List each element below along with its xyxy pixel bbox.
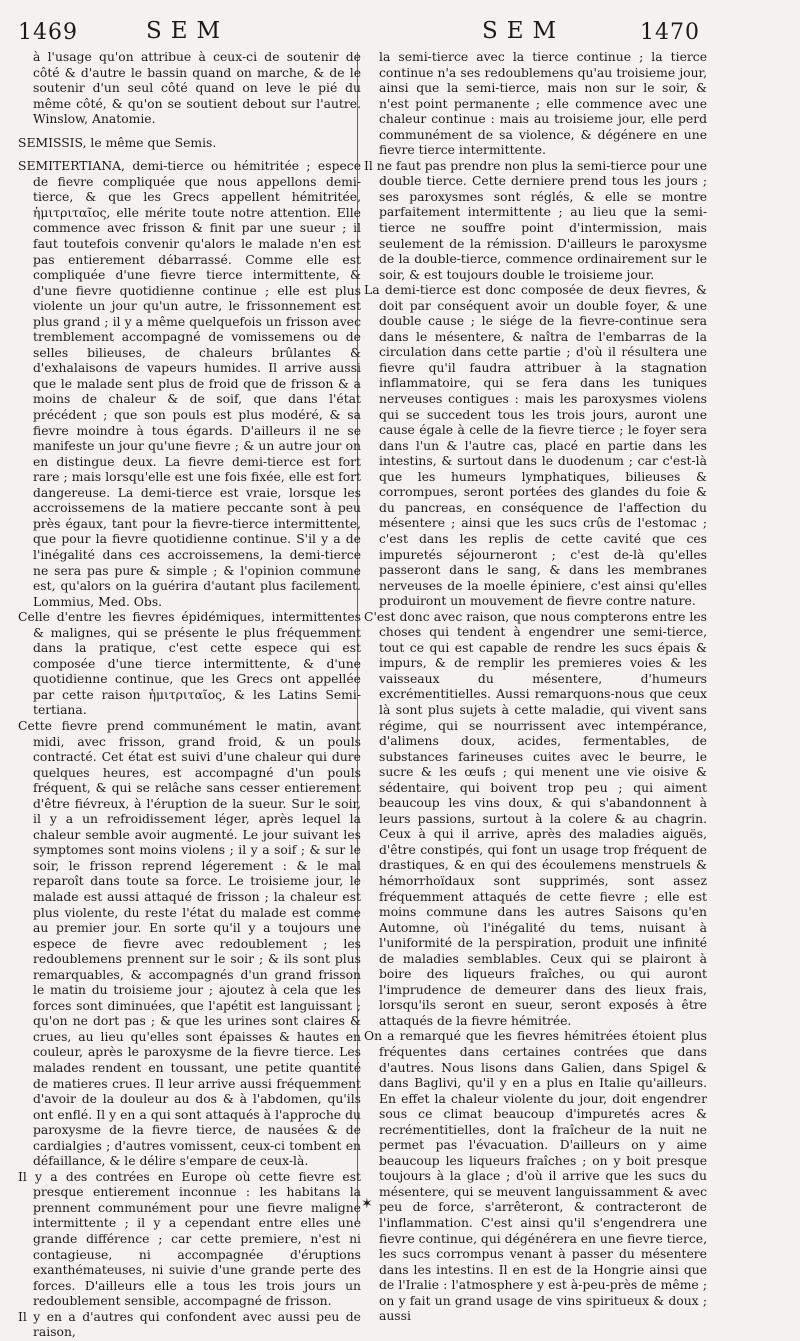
paragraph: SEMITERTIANA, demi-tierce ou hémitritée ; espece de fievre compliquée que nous appellons demi-tierce, & que les Grecs appellent hémitritée, ἡμιτριταῖος, elle mérite toute notre attention. Elle commence avec frisson & finit par une sueur ; il faut toutefois convenir qu'alors le malade n'en est pas entierement débarrassé. Comme elle est compliquée d'une fievre tierce intermittente, & d'une fievre quotidienne continue ; elle est plus violente un jour qu'un autre, le frissonnement est plus grand ; il y a même quelquefois un frisson avec tremblement accompagné de vomissemens ou de selles bilieuses, de chaleurs brûlantes & d'exhalaisons de vapeurs humides. Il arrive aussi que le malade sent plus de froid que de frisson & a moins de chaleur & de soif, que dans l'état précédent ; que son pouls est plus modéré, & sa fievre moindre à tous égards. D'ailleurs il ne se manifeste un jour qu'une fievre ; & un autre jour on en distingue deux. La fievre demi-tierce est fort rare ; mais lorsqu'elle est une fois fixée, elle est fort dangereuse. La demi-tierce est vraie, lorsque les accroissemens de la matiere peccante sont à peu près égaux, tant pour la fievre-tierce intermittente, que pour la fievre quotidienne continue. S'il y a de l'inégalité dans ces accroissemens, la demi-tierce ne sera pas pure & simple ; & l'opinion commune est, qu'alors on la guérira d'autant plus facilement. Lommius, Med. Obs. — [18, 159, 361, 609]
paragraph: à l'usage qu'on attribue à ceux-ci de soutenir de côté & d'autre le bassin quand on marche, & de le soutenir d'un seul côté quand on leve le pié du même côté, & qu'on se soutient debout sur l'autre. Winslow, Anatomie. — [33, 50, 361, 127]
paragraph: Il ne faut pas prendre non plus la semi-tierce pour une double tierce. Cette derniere prend tous les jours ; ses paroxysmes sont réglés, & elle se montre parfaitement intermittente ; au lieu que la semi-tierce ne souffre point d'intermission, mais seulement de la rémission. D'ailleurs le paroxysme de la double-tierce, commence ordinairement sur le soir, & est toujours double le troisieme jour. — [364, 158, 707, 282]
paragraph: Celle d'entre les fievres épidémiques, intermittentes & malignes, qui se présente le plus fréquemment dans la pratique, c'est cette espece qui est composée d'une tierce intermittente, & d'une quotidienne continue, que les Grecs ont appellée par cette raison ἡμιτριταῖος, & les Latins Semi-tertiana. — [18, 610, 361, 718]
paragraph: Cette fievre prend communément le matin, avant midi, avec frisson, grand froid, & un pouls contracté. Cet état est suivi d'une chaleur qui dure quelques heures, est accompagné d'un pouls fréquent, & qui se relâche sans cesser entierement d'être fiévreux, à l'éruption de la sueur. Sur le soir, il y a un refroidissement léger, après lequel la chaleur semble avoir augmenté. Le jour suivant les symptomes sont moins violens ; il y a soif ; & sur le soir, le frisson reprend légerement : & le mal reparoît dans toute sa force. Le troisieme jour, le malade est aussi attaqué de frisson ; la chaleur est plus violente, du reste l'état du malade est comme au premier jour. En sorte qu'il y a toujours une espece de fievre avec redoublement ; les redoublemens prennent sur le soir ; & ils sont plus remarquables, & accompagnés d'un grand frisson le matin du troisieme jour ; ajoutez à cela que les forces sont diminuées, que l'apétit est languissant ; qu'on ne dort pas ; & que les urines sont claires & crues, au lieu qu'elles sont épaisses & hautes en couleur, après le paroxysme de la fievre tierce. Les malades rendent en toussant, une petite quantité de matieres crues. Il leur arrive aussi fréquemment d'avoir de la douleur au dos & à l'abdomen, qu'ils ont enflé. Il y en a qui sont attaqués à l'approche du paroxysme de la fievre tierce, de nausées & de cardialgies ; d'autres vomissent, ceux-ci tombent en défaillance, & le délire s'empare de ceux-là. — [18, 718, 361, 1169]
page-number-right: 1470 — [640, 20, 700, 45]
paragraph: la semi-tierce avec la tierce continue ; la tierce continue n'a ses redoublemens qu'au troisieme jour, ainsi que la semi-tierce, mais non sur le soir, & n'est point permanente ; elle commence avec une chaleur continue : mais au troisieme jour, elle perd communément de sa violence, & dégénere en une fievre tierce intermittente. — [379, 50, 707, 158]
paragraph: Il y a des contrées en Europe où cette fievre est presque entierement inconnue : les habitans la prennent communément pour une fievre maligne intermittente ; il y a cependant entre elles une grande différence ; car cette premiere, n'est ni contagieuse, ni accompagnée d'éruptions exanthémateuses, ni suivie d'une grande perte des forces. D'ailleurs elle a tous les trois jours un redoublement sensible, accompagné de frisson. — [18, 1169, 361, 1309]
running-head-right: SEM — [482, 18, 566, 44]
paragraph: La demi-tierce est donc composée de deux fievres, & doit par conséquent avoir un double foyer, & une double cause ; le siége de la fievre-continue sera dans le mésentere, & naîtra de l'embarras de la circulation dans cette partie ; d'où il résultera une fievre qu'il faudra attribuer à la stagnation inflammatoire, qui se fera dans les tuniques nerveuses contigues : mais les paroxysmes violens qui se succedent tous les trois jours, auront une cause égale à celle de la fievre tierce ; le foyer sera dans l'un & l'autre cas, placé en partie dans les intestins, & surtout dans le duodenum ; car c'est-là que les humeurs lymphatiques, bilieuses & corrompues, seront portées des glandes du foie & du pancreas, en conséquence de l'affection du mésentere ; ainsi que les sucs crûs de l'estomac ; c'est dans les replis de cette cavité que ces impuretés séjourneront ; c'est de-là qu'elles passeront dans le sang, & dans les membranes nerveuses de la moelle épiniere, c'est ainsi qu'elles produiront un mouvement de fievre contre nature. — [364, 283, 707, 609]
paragraph: Il y en a d'autres qui confondent avec aussi peu de raison, — [18, 1309, 361, 1340]
left-column — [18, 50, 361, 1340]
page-number-left: 1469 — [18, 20, 78, 45]
paragraph: SEMISSIS, le même que Semis. — [18, 135, 217, 150]
paragraph: C'est donc avec raison, que nous compterons entre les choses qui tendent à engendrer une semi-tierce, tout ce qui est capable de rendre les sucs épais & impurs, & de remplir les premieres voies & les vaisseaux du mésentere, d'humeurs excrémentitielles. Aussi remarquons-nous que ceux là sont plus sujets à cette maladie, qui vivent sans régime, qui se nourrissent avec intempérance, d'alimens doux, acides, fermentables, de substances farineuses cuites avec le beurre, le sucre & les œufs ; qui menent une vie oisive & sédentaire, qui boivent trop peu ; qui aiment beaucoup les vins doux, & qui s'abandonnent à leurs passions, surtout à la colere & au chagrin. Ceux à qui il arrive, après des maladies aiguës, d'être constipés, qui font un usage trop fréquent de drastiques, & en qui des écoulemens menstruels & hémorrhoïdaux sont supprimés, sont assez fréquemment attaqués de cette fievre ; elle est moins commune dans les autres Saisons qu'en Automne, où l'inégalité du tems, nuisant à l'uniformité de la perspiration, produit une infinité de maladies semblables. Ceux qui se plairont à boire des liqueurs fraîches, ou qui auront l'imprudence de demeurer dans des lieux frais, lorsqu'ils seront en sueur, seront exposés à être attaqués de la fievre hémitrée. — [364, 609, 707, 1028]
page-header — [0, 14, 800, 48]
printer-mark: ✶ — [361, 1196, 373, 1212]
running-head-left: SEM — [146, 18, 230, 44]
paragraph: On a remarqué que les fievres hémitrées étoient plus fréquentes dans certaines contrées que dans d'autres. Nous lisons dans Galien, dans Spigel & dans Baglivi, qu'il y en a plus en Italie qu'ailleurs. En effet la chaleur violente du jour, doit engendrer sous ce climat beaucoup d'impuretés acres & recrémentitielles, dont la fraîcheur de la nuit ne permet pas l'évacuation. D'ailleurs on y aime beaucoup les liqueurs fraîches ; on y boit presque toujours à la glace ; d'où il arrive que les sucs du mésentere, qui se meuvent languissamment & avec peu de force, s'arrêteront, & contracteront de l'inflammation. C'est ainsi qu'il s'engendrera une fievre continue, qui dégénérera en une fievre tierce, les sucs corrompus venant à passer du mésentere dans les intestins. Il en est de la Hongrie ainsi que de l'Iralie : l'atmosphere y est à-peu-près de même ; on y fait un grand usage de vins spiritueux & doux ; aussi — [364, 1029, 707, 1324]
right-column — [364, 50, 707, 1324]
